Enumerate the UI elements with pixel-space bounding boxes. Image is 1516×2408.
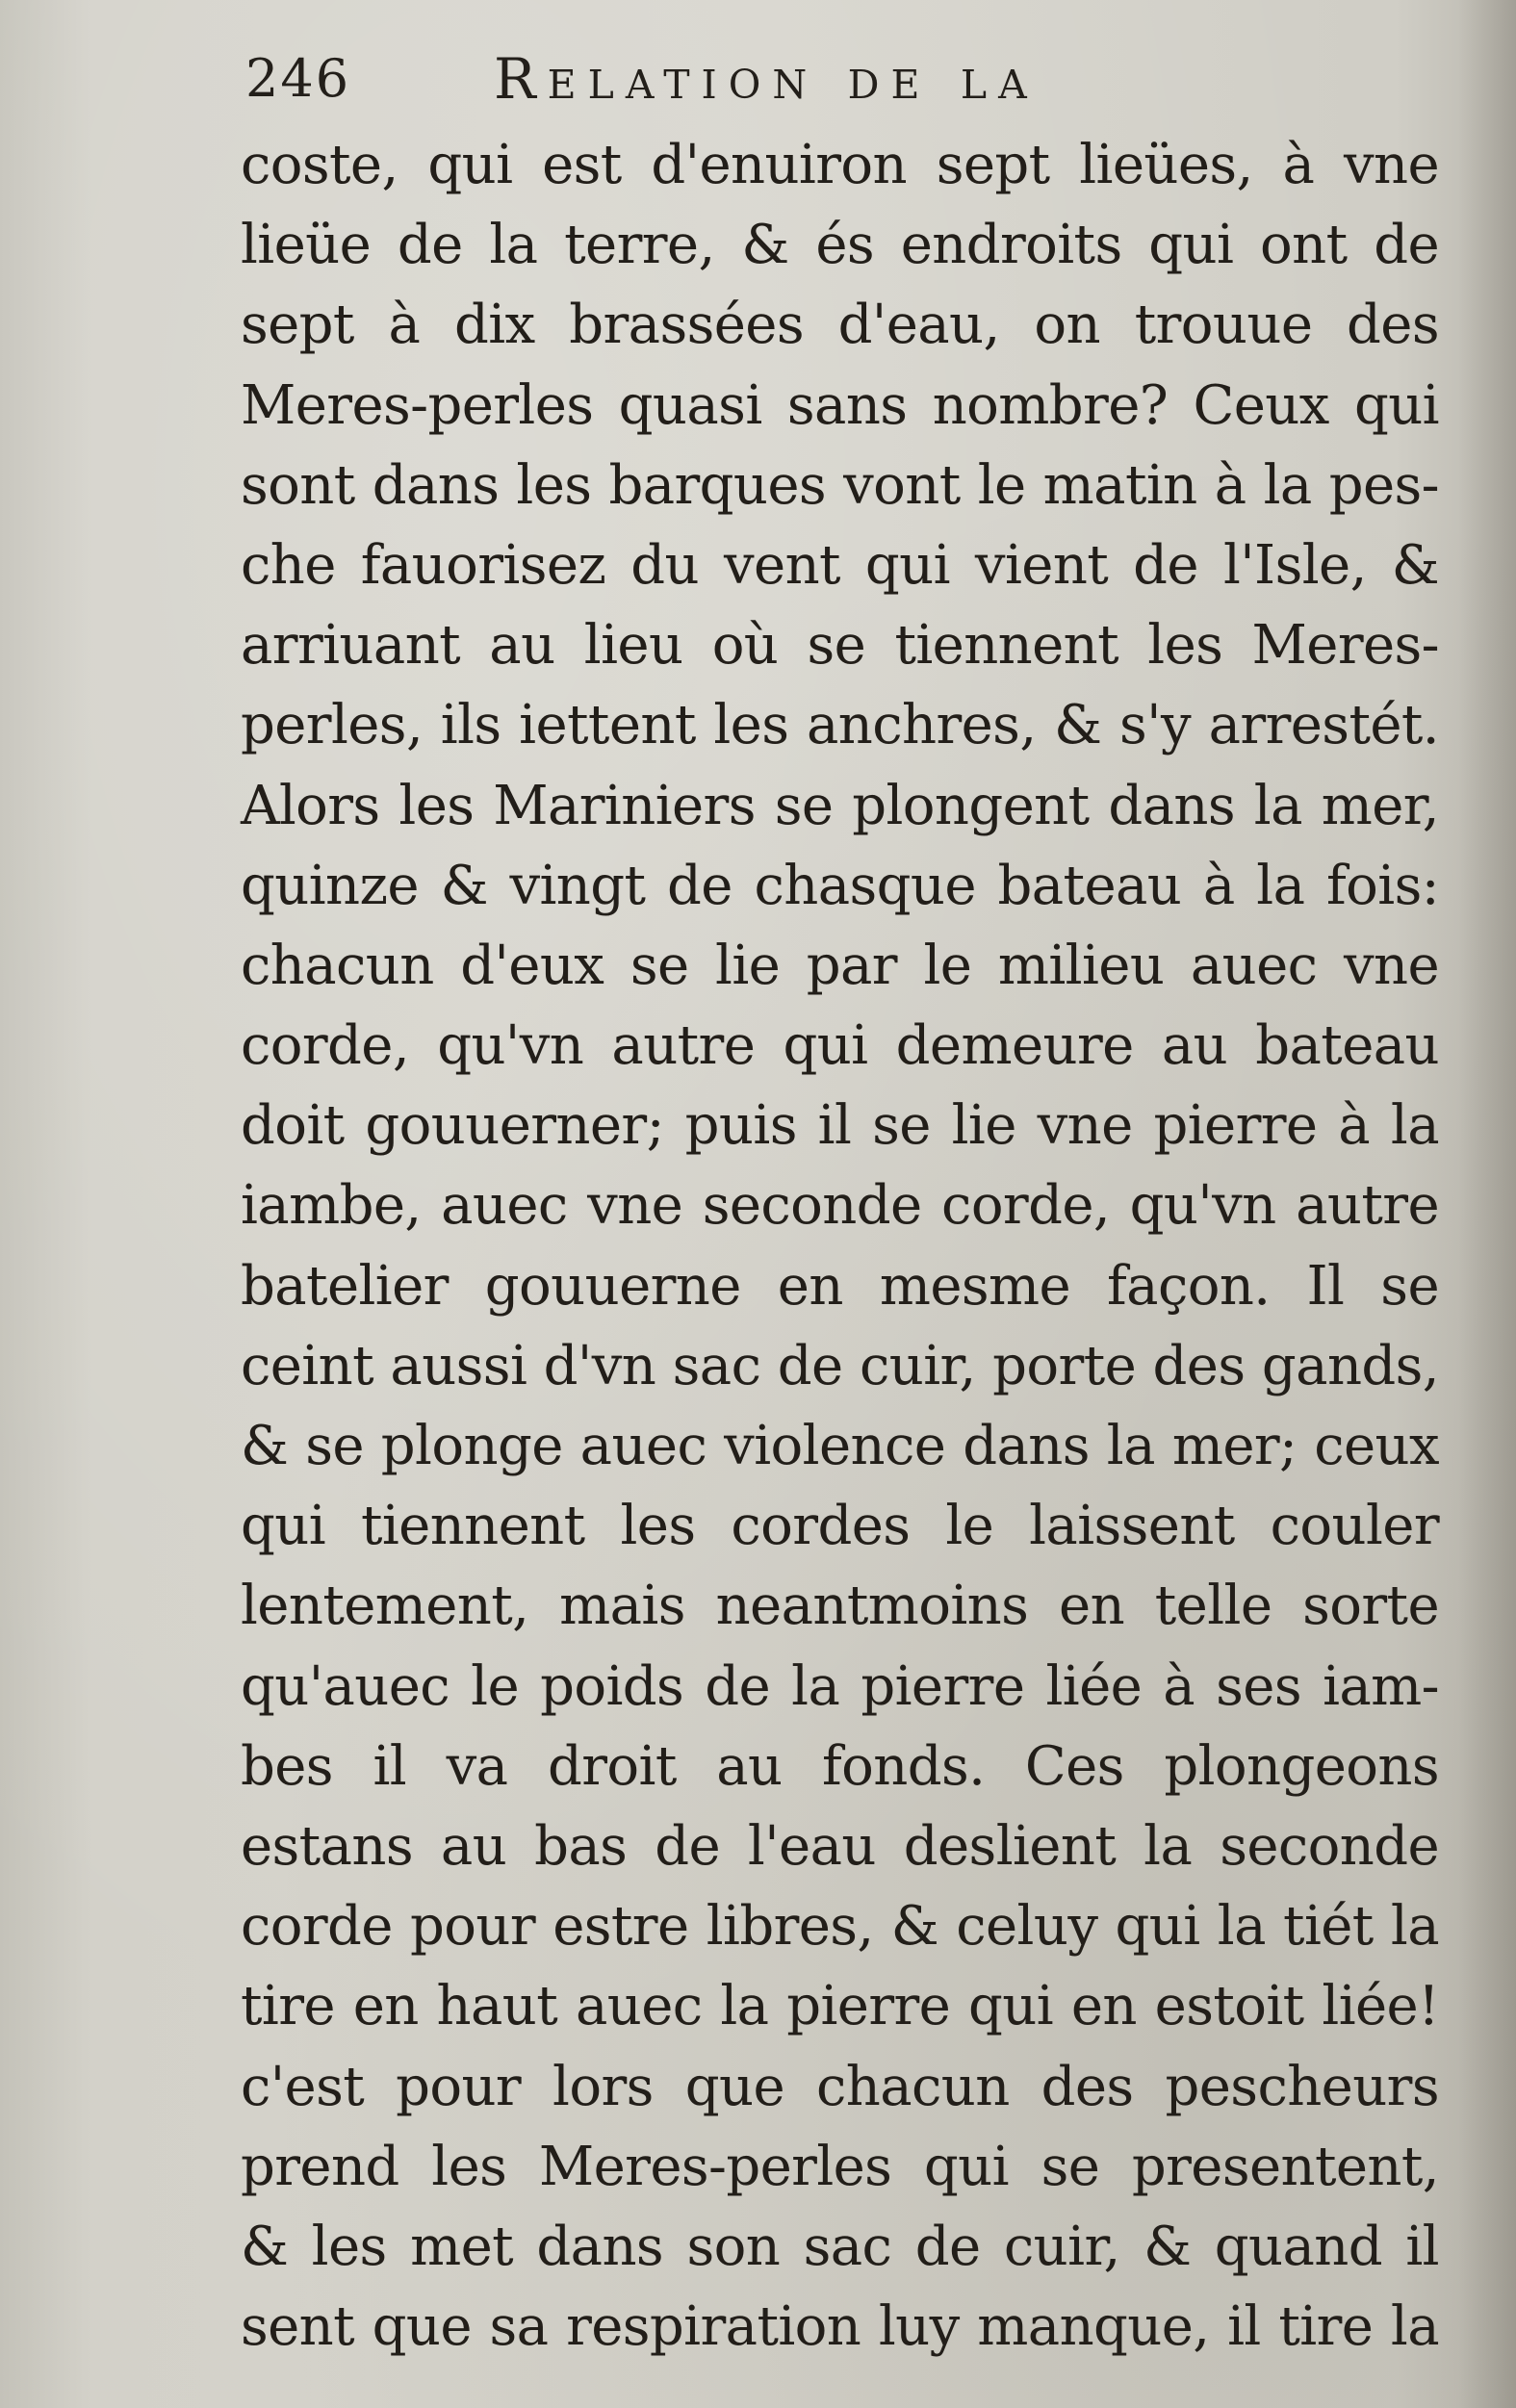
text-line: batelier gouuerne en mesme façon. Il se bbox=[241, 1254, 1439, 1318]
text-line: sent que sa respiration luy manque, il tire la bbox=[241, 2295, 1439, 2359]
text-line: qui tiennent les cordes le laissent couler bbox=[241, 1495, 1439, 1558]
text-line: sont dans les barques vont le matin à la pes- bbox=[241, 453, 1439, 517]
text-line: lieüe de la terre, & és endroits qui ont de bbox=[241, 214, 1439, 277]
text-line: bes il va droit au fonds. Ces plongeons bbox=[241, 1734, 1439, 1798]
text-line: lentement, mais neantmoins en telle sorte bbox=[241, 1575, 1439, 1638]
text-line: chacun d'eux se lie par le milieu auec vne bbox=[241, 934, 1439, 997]
text-line: estans au bas de l'eau deslient la seconde bbox=[241, 1814, 1439, 1878]
running-title: Relation de la bbox=[494, 46, 1039, 112]
text-line: tire en haut auec la pierre qui en estoit liée! bbox=[241, 1975, 1439, 2038]
text-line: ceint aussi d'vn sac de cuir, porte des gands, bbox=[241, 1334, 1439, 1397]
text-line: qu'auec le poids de la pierre liée à ses iam- bbox=[241, 1654, 1439, 1718]
text-line: che fauorisez du vent qui vient de l'Isle, & bbox=[241, 533, 1439, 597]
body-text bbox=[241, 125, 1439, 2367]
text-line: corde, qu'vn autre qui demeure au bateau bbox=[241, 1014, 1439, 1078]
text-line: c'est pour lors que chacun des pescheurs bbox=[241, 2055, 1439, 2118]
text-line: corde pour estre libres, & celuy qui la tiét la bbox=[241, 1895, 1439, 1959]
text-line: prend les Meres-perles qui se presentent, bbox=[241, 2135, 1439, 2198]
text-line: iambe, auec vne seconde corde, qu'vn autre bbox=[241, 1174, 1439, 1238]
text-line: & se plonge auec violence dans la mer; ceux bbox=[241, 1415, 1439, 1477]
page-edge-shadow bbox=[1458, 0, 1516, 2408]
text-line: arriuant au lieu où se tiennent les Meres- bbox=[241, 614, 1439, 678]
text-line: coste, qui est d'enuiron sept lieües, à vne bbox=[241, 134, 1439, 196]
page-header bbox=[245, 37, 1208, 114]
text-line: & les met dans son sac de cuir, & quand il bbox=[241, 2215, 1439, 2278]
page-number: 246 bbox=[245, 48, 351, 109]
text-line: Alors les Mariniers se plongent dans la mer, bbox=[241, 774, 1439, 837]
text-line: sept à dix brassées d'eau, on trouue des bbox=[241, 294, 1439, 357]
text-line: perles, ils iettent les anchres, & s'y arrestét. bbox=[241, 694, 1439, 757]
text-line: Meres-perles quasi sans nombre? Ceux qui bbox=[241, 373, 1439, 437]
text-line: quinze & vingt de chasque bateau à la fois: bbox=[241, 854, 1439, 917]
text-line: doit gouuerner; puis il se lie vne pierre à la bbox=[241, 1094, 1439, 1158]
